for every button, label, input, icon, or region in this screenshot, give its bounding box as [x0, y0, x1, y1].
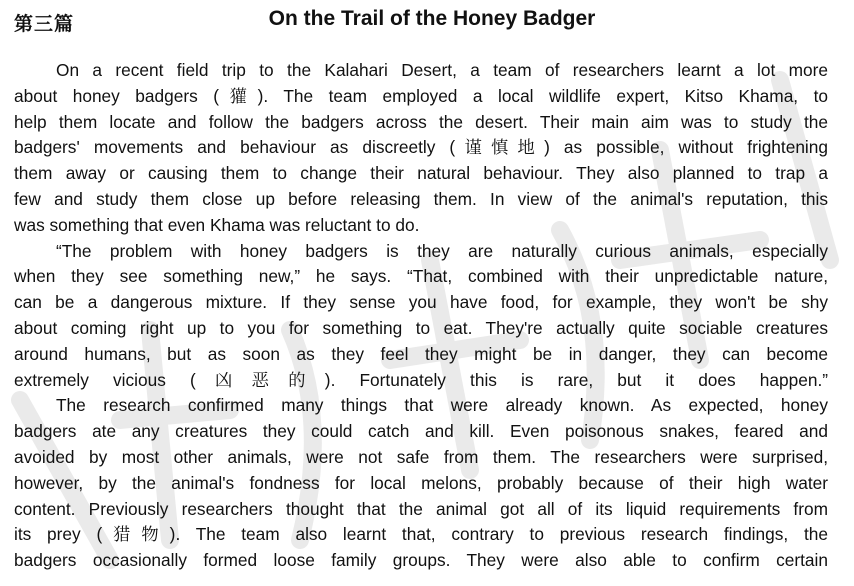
text-line: its prey (猎物). The team also learnt that, contrary to previous research findings, the	[14, 524, 828, 545]
page-header	[0, 0, 854, 40]
text-line: when they see something new,” he says. “That, combined with their unpredictable nature,	[14, 266, 828, 287]
text-line: content. Previously researchers thought that the animal got all of its liquid requirements from	[14, 498, 828, 519]
text-line: badgers occasionally formed loose family groups. They were also able to confirm certain	[14, 550, 828, 571]
text-line: about coming right up to you for something to eat. They're actually quite sociable creatures	[14, 317, 828, 338]
text-line: extremely vicious (凶恶的). Fortunately this is rare, but it does happen.”	[14, 369, 828, 390]
text-line: can be a dangerous mixture. If they sense you have food, for example, they won't be shy	[14, 292, 828, 313]
text-line: On a recent field trip to the Kalahari Desert, a team of researchers learnt a lot more	[56, 60, 828, 80]
document-title: On the Trail of the Honey Badger	[268, 7, 596, 30]
text-line: “The problem with honey badgers is they are naturally curious animals, especially	[56, 240, 828, 261]
text-line: however, by the animal's fondness for local melons, probably because of their high water	[14, 472, 828, 493]
text-line: was something that even Khama was reluctant to do.	[14, 214, 420, 235]
paragraph	[14, 393, 828, 574]
text-line: badgers' movements and behaviour as discreetly (谨慎地) as possible, without frightening	[14, 137, 828, 158]
text-line: them away or causing them to change their natural behaviour. They also planned to trap a	[14, 163, 828, 184]
text-line: around humans, but as soon as they feel they might be in danger, they can become	[14, 343, 828, 364]
section-label: 第三篇	[14, 13, 75, 35]
text-line: about honey badgers (獾). The team employed a local wildlife expert, Kitso Khama, to	[14, 85, 828, 106]
text-line: help them locate and follow the badgers across the desert. Their main aim was to study the	[14, 111, 828, 132]
text-line: few and study them close up before releasing them. In view of the animal's reputation, this	[14, 188, 828, 209]
text-line: badgers ate any creatures they could catch and kill. Even poisonous snakes, feared and	[14, 421, 828, 442]
paragraph	[14, 239, 828, 394]
text-line: avoided by most other animals, were not safe from them. The researchers were surprised,	[14, 446, 828, 467]
paragraph	[14, 58, 828, 239]
article-body	[14, 58, 828, 574]
text-line: The research confirmed many things that were already known. As expected, honey	[56, 395, 828, 416]
